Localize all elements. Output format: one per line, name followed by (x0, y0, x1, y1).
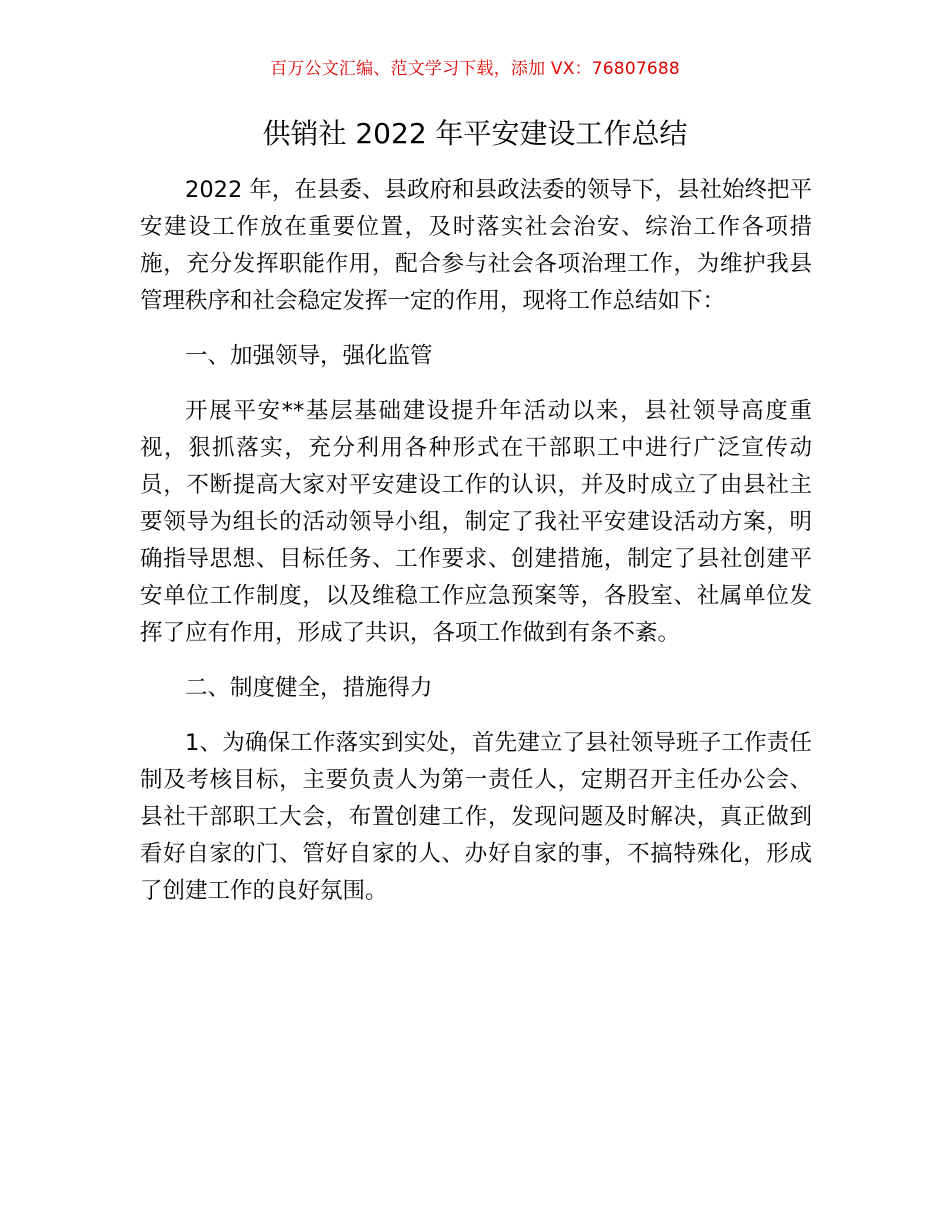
section-2-paragraph-1: 1、为确保工作落实到实处，首先建立了县社领导班子工作责任制及考核目标，主要负责人为第一责任人，定期召开主任办公会、县社干部职工大会，布置创建工作，发现问题及时解决，真正做到看好自家的门、管好自家的人、办好自家的事，不搞特殊化，形成了创建工作的良好氛围。 (140, 730, 812, 904)
header-note: 百万公文汇编、范文学习下载，添加 VX：76807688 (270, 59, 680, 79)
section-heading-2: 二、制度健全，措施得力 (185, 675, 433, 701)
section-heading-1: 一、加强领导，强化监管 (185, 343, 433, 369)
document-body (140, 172, 812, 928)
document-title: 供销社 2022 年平安建设工作总结 (262, 117, 688, 150)
intro-paragraph: 2022 年，在县委、县政府和县政法委的领导下，县社始终把平安建设工作放在重要位置，及时落实社会治安、综治工作各项措施，充分发挥职能作用，配合参与社会各项治理工作，为维护我县管理秩序和社会稳定发挥一定的作用，现将工作总结如下： (140, 177, 812, 314)
section-1-paragraph: 开展平安**基层基础建设提升年活动以来，县社领导高度重视，狠抓落实，充分利用各种形式在干部职工中进行广泛宣传动员，不断提高大家对平安建设工作的认识，并及时成立了由县社主要领导为组长的活动领导小组，制定了我社平安建设活动方案，明确指导思想、目标任务、工作要求、创建措施，制定了县社创建平安单位工作制度，以及维稳工作应急预案等，各股室、社属单位发挥了应有作用，形成了共识，各项工作做到有条不紊。 (140, 398, 812, 646)
